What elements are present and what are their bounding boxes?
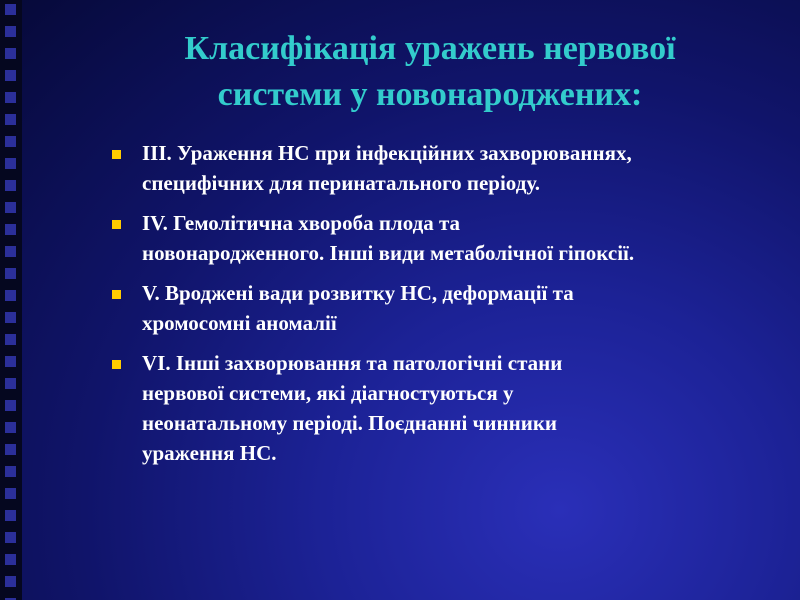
decorative-left-strip <box>0 0 22 600</box>
square-bullet-icon <box>112 290 121 299</box>
decorative-square <box>5 202 16 213</box>
bullet-text-line: специфічних для перинатального періоду. <box>142 171 540 195</box>
decorative-square <box>5 4 16 15</box>
decorative-square <box>5 290 16 301</box>
bullet-item-6 <box>106 348 776 468</box>
decorative-square <box>5 378 16 389</box>
decorative-square <box>5 312 16 323</box>
decorative-square <box>5 246 16 257</box>
bullet-text-line: нервової системи, які діагностуються у <box>142 381 514 405</box>
decorative-square <box>5 356 16 367</box>
slide-title <box>110 26 750 118</box>
bullet-item-4 <box>106 208 776 268</box>
decorative-square <box>5 510 16 521</box>
bullet-item-3 <box>106 138 776 198</box>
square-bullet-icon <box>112 150 121 159</box>
decorative-square <box>5 224 16 235</box>
decorative-square <box>5 70 16 81</box>
bullet-text-line: VІ. Інші захворювання та патологічні стани <box>142 351 563 375</box>
slide-title-line-2: системи у новонароджених: <box>217 76 643 113</box>
decorative-square <box>5 26 16 37</box>
decorative-square <box>5 136 16 147</box>
bullet-text-line: ІІІ. Ураження НС при інфекційних захворюваннях, <box>142 141 632 165</box>
bullet-item-5 <box>106 278 776 338</box>
decorative-square <box>5 158 16 169</box>
bullet-text-line: ІV. Гемолітична хвороба плода та <box>142 211 461 235</box>
decorative-square <box>5 268 16 279</box>
bullet-text-line: хромосомні аномалії <box>142 311 337 335</box>
decorative-square <box>5 466 16 477</box>
decorative-square <box>5 400 16 411</box>
decorative-square <box>5 92 16 103</box>
bullet-text-line: ураження НС. <box>142 441 277 465</box>
decorative-square <box>5 422 16 433</box>
bullet-text-line: V. Вроджені вади розвитку НС, деформації та <box>142 281 574 305</box>
bullet-text-line: неонатальному періоді. Поєднанні чинники <box>142 411 558 435</box>
decorative-square <box>5 488 16 499</box>
square-bullet-icon <box>112 220 121 229</box>
decorative-square <box>5 114 16 125</box>
decorative-square <box>5 180 16 191</box>
decorative-square <box>5 554 16 565</box>
decorative-square <box>5 334 16 345</box>
decorative-square <box>5 532 16 543</box>
decorative-square <box>5 444 16 455</box>
decorative-square <box>5 48 16 59</box>
decorative-square <box>5 576 16 587</box>
bullet-text-line: новонародженного. Інші види метаболічної гіпоксії. <box>142 241 635 265</box>
square-bullet-icon <box>112 360 121 369</box>
bullet-list <box>106 138 776 478</box>
slide-title-line-1: Класифікація уражень нервової <box>184 30 676 67</box>
